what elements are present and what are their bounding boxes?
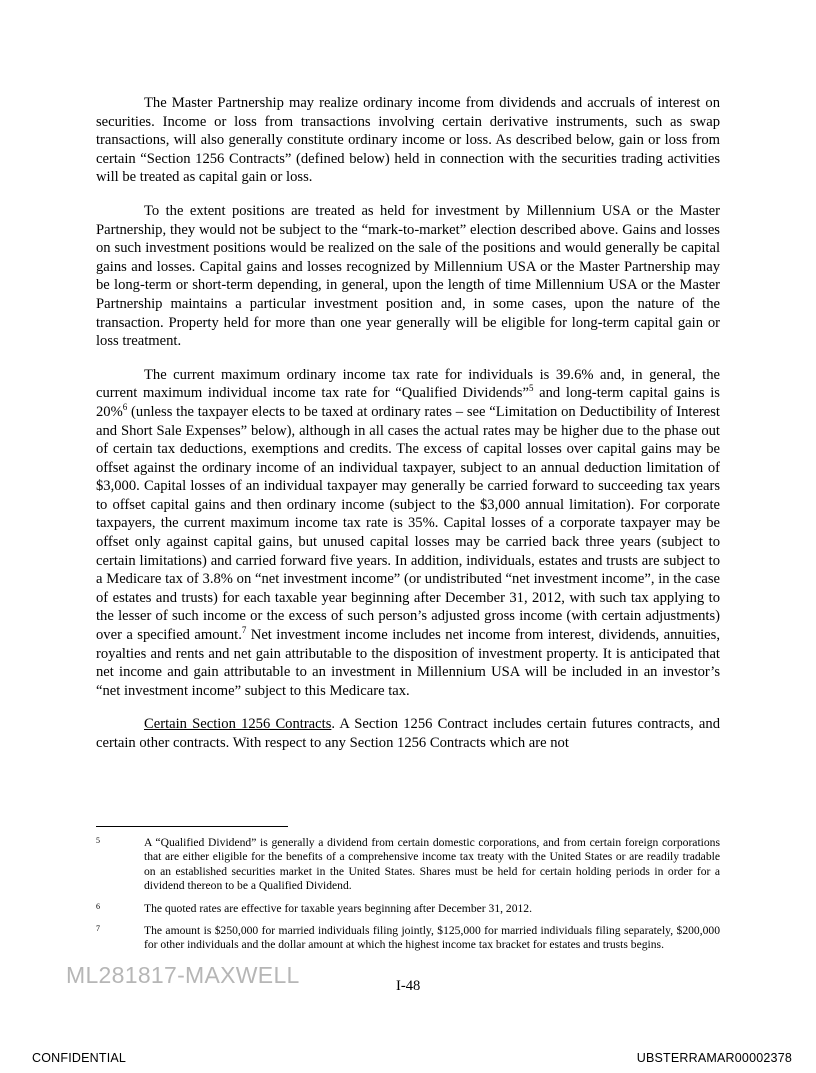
footnote-6 xyxy=(96,902,720,916)
text-segment: and long-term capital gains is 20% xyxy=(96,385,720,420)
footnote-5 xyxy=(96,836,720,894)
footnote-text: A “Qualified Dividend” is generally a dividend from certain domestic corporations, and from certain foreign corporations that are either eligible for the benefits of a comprehensive income tax treaty with the United States or are readily tradable on an established securities market in the United States. Shares must be held for certain holding periods in order for a dividend thereon to be a Qualified Dividend. xyxy=(144,836,720,893)
footnote-7 xyxy=(96,924,720,953)
footnote-ref-6: 6 xyxy=(122,402,128,413)
footnote-ref-5: 5 xyxy=(528,383,534,394)
footnotes xyxy=(96,836,720,961)
confidential-label: CONFIDENTIAL xyxy=(32,1051,127,1065)
text-segment: Net investment income includes net income from interest, dividends, annuities, royalties and rents and net gain attributable to the disposition of investment property. It is anticipated that net income and gain attributable to an investment in Millennium USA will be included in an investor’s “net investment income” subject to this Medicare tax. xyxy=(96,627,720,699)
page-number: I-48 xyxy=(396,978,421,994)
footnote-text: The amount is $250,000 for married individuals filing jointly, $125,000 for married individuals filing separately, $200,000 for other individuals and the dollar amount at which the highest income tax bracket for estates and trusts begins. xyxy=(144,924,720,952)
text-segment: (unless the taxpayer elects to be taxed at ordinary rates – see “Limitation on Deductibility of Interest and Short Sale Expenses” below), although in all cases the actual rates may be higher due to the phase out of certain tax deductions, exemptions and credits. The excess of capital losses over capital gains may be offset against the ordinary income of an individual taxpayer, subject to an annual deduction limitation of $3,000. Capital losses of an individual taxpayer may generally be carried forward to succeeding tax years to offset capital gains and then ordinary income (subject to the $3,000 annual limitation). For corporate taxpayers, the current maximum income tax rate is 35%. Capital losses of a corporate taxpayer may be offset only against capital gains, but unused capital losses may be carried back three years (subject to certain limitations) and carried forward five years. In addition, individuals, estates and trusts are subject to a Medicare tax of 3.8% on “net investment income” (or undistributed “net investment income”, in the case of estates and trusts) for each taxable year beginning after December 31, 2012, with such tax applying to the lesser of such income or the excess of such person’s adjusted gross income (with certain adjustments) over a specified amount. xyxy=(96,403,720,644)
paragraph-investment-positions: To the extent positions are treated as held for investment by Millennium USA or the Master Partnership, they would not be subject to the “mark-to-market” election described above. Gains and losses on such investment positions would be realized on the sale of the positions and would generally be capital gains and losses. Capital gains and losses recognized by Millennium USA or the Master Partnership may be long-term or short-term depending, in general, upon the length of time Millennium USA or the Master Partnership maintains a particular investment position and, in some cases, upon the nature of the transaction. Property held for more than one year generally will be eligible for long-term capital gain or loss treatment. xyxy=(96,202,720,350)
footnote-divider xyxy=(96,826,288,827)
paragraph-ordinary-income: The Master Partnership may realize ordinary income from dividends and accruals of interest on securities. Income or loss from transactions involving certain derivative instruments, such as swap transactions, will also generally constitute ordinary income or loss. As described below, gain or loss from certain “Section 1256 Contracts” (defined below) held in connection with the securities trading activities will be treated as capital gain or loss. xyxy=(96,95,720,186)
footnote-number: 7 xyxy=(96,924,100,934)
text-segment: . A Section 1256 Contract includes certain futures contracts, and certain other contracts. With respect to any Section 1256 Contracts which are not xyxy=(96,716,720,751)
document-id: UBSTERRAMAR00002378 xyxy=(636,1051,792,1065)
footnote-number: 6 xyxy=(96,901,100,911)
paragraph-section-1256 xyxy=(96,715,720,752)
footnote-number: 5 xyxy=(96,836,100,845)
paragraph-tax-rates xyxy=(96,366,720,701)
document-body xyxy=(96,94,720,768)
footnote-text: The quoted rates are effective for taxable years beginning after December 31, 2012. xyxy=(144,901,532,915)
bates-stamp: ML281817-MAXWELL xyxy=(66,962,300,988)
footnote-ref-7: 7 xyxy=(241,625,247,636)
text-segment: The current maximum ordinary income tax rate for individuals is 39.6% and, in general, the current maximum individual income tax rate for “Qualified Dividends” xyxy=(96,366,720,402)
section-heading: Certain Section 1256 Contracts xyxy=(144,716,332,733)
